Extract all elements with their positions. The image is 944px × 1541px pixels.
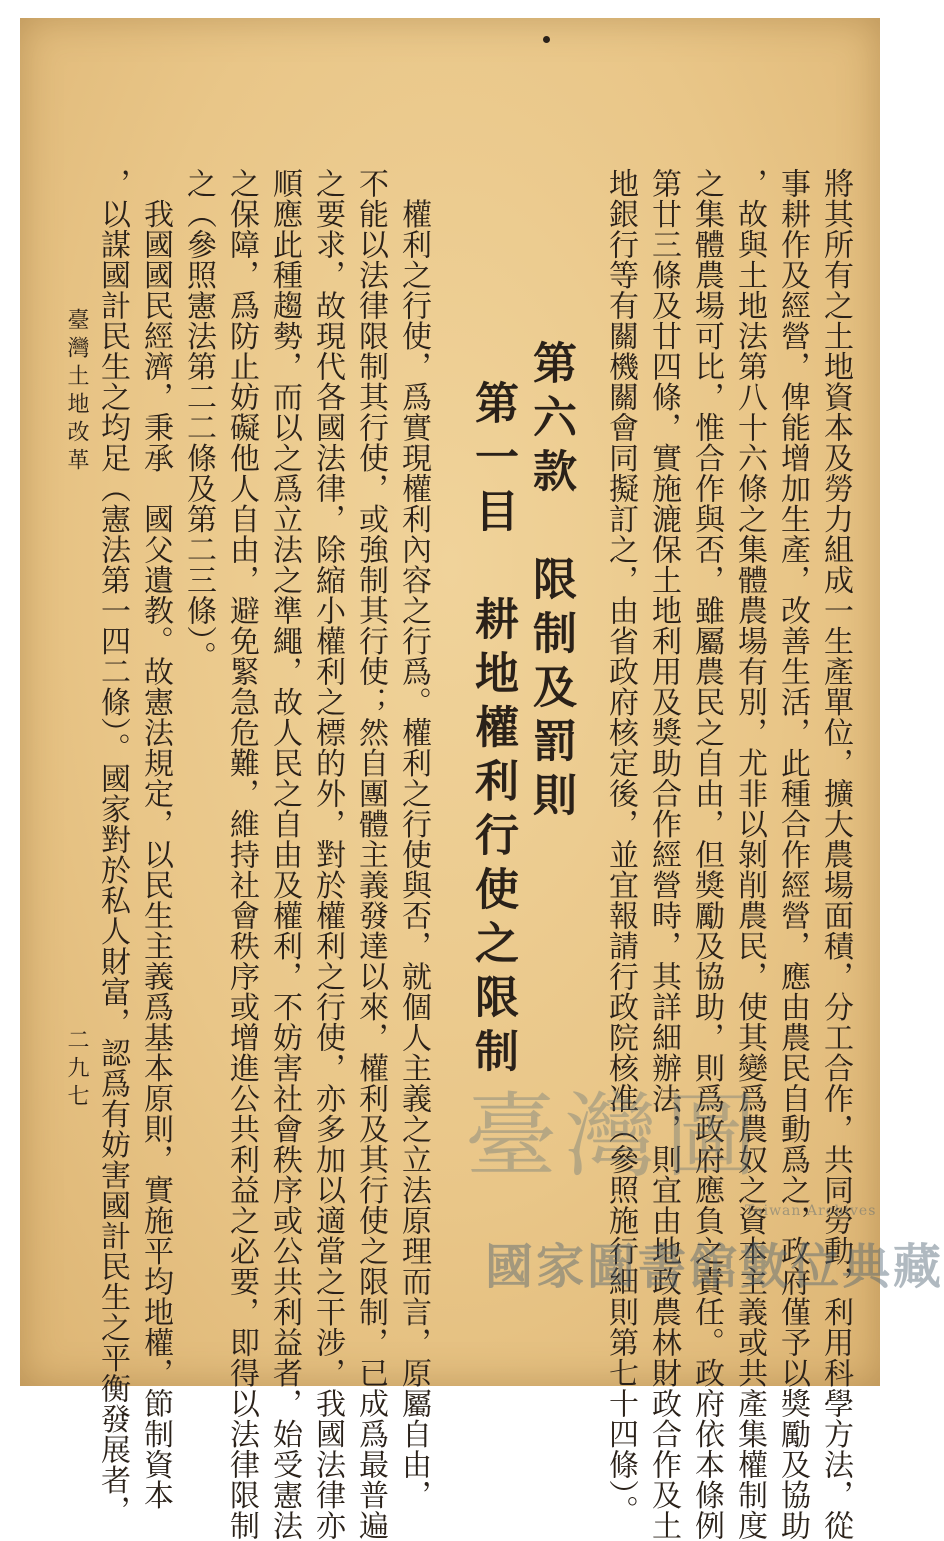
text-column: 地銀行等有關機關會同擬訂之，由省政府核定後，並宜報請行政院核准（參照施行細則第七十四條）。 xyxy=(603,168,638,1526)
library-watermark xyxy=(465,1063,944,1295)
text-column: ，以謀國計民生之均足（憲法第一四二條）。國家對於私人財富，認爲有妨害國計民生之平衡發展者， xyxy=(95,168,130,1526)
subsection-title: 第一目 耕地權利行使之限制 xyxy=(467,380,518,1082)
page-number: 二九七 xyxy=(64,1028,89,1112)
text-column: 之要求，故現代各國法律，除縮小權利之標的外，對於權利之行使，亦多加以適當之干涉，我國法律亦 xyxy=(310,168,345,1541)
watermark-subtitle: 國家圖書館數位典藏 xyxy=(485,1239,944,1295)
watermark-english: Taiwan Archives xyxy=(745,1203,877,1219)
text-column: 之保障，爲防止妨礙他人自由，避免緊急危難，維持社會秩序或增進公共利益之必要，即得以法律限制 xyxy=(224,168,259,1541)
watermark-chars: 臺灣圖 xyxy=(465,1083,766,1190)
text-column: 第廿三條及廿四條，實施漉保土地利用及獎助合作經營時，其詳細辦法，則宜由地政農林財政合作及土 xyxy=(646,168,681,1541)
text-column: 順應此種趨勢，而以之爲立法之準繩，故人民之自由及權利，不妨害社會秩序或公共利益者，始受憲法 xyxy=(267,168,302,1541)
text-column: 之（參照憲法第二二條及第二三條）。 xyxy=(181,168,216,672)
text-column: ，故與土地法第八十六條之集體農場有別，尤非以剝削農民，使其變爲農奴之資本主義或共產集權制度 xyxy=(732,168,767,1541)
ink-dot xyxy=(543,36,550,43)
text-column: 權利之行使，爲實現權利內容之行爲。權利之行使與否，就個人主義之立法原理而言，原屬自由， xyxy=(396,168,431,1510)
section-title: 第六款 限制及罰則 xyxy=(525,340,576,826)
text-column: 我國國民經濟，秉承 國父遺教。故憲法規定，以民生主義爲基本原則，實施平均地權，節制資本 xyxy=(138,168,173,1510)
running-title: 臺灣土地改革 xyxy=(64,308,89,476)
text-column: 將其所有之土地資本及勞力組成一生產單位，擴大農場面積，分工合作，共同勞動，利用科學方法，從 xyxy=(818,168,853,1541)
text-column: 事耕作及經營，俾能增加生產，改善生活，此種合作經營，應由農民自動爲之，政府僅予以獎勵及協助 xyxy=(775,168,810,1541)
text-column: 不能以法律限制其行使，或強制其行使；然自團體主義發達以來，權利及其行使之限制，已成爲最普遍 xyxy=(353,168,388,1541)
text-column: 之集體農場可比，惟合作與否，雖屬農民之自由，但獎勵及協助，則爲政府應負之責任。政府依本條例 xyxy=(689,168,724,1541)
document-page xyxy=(20,18,944,1541)
